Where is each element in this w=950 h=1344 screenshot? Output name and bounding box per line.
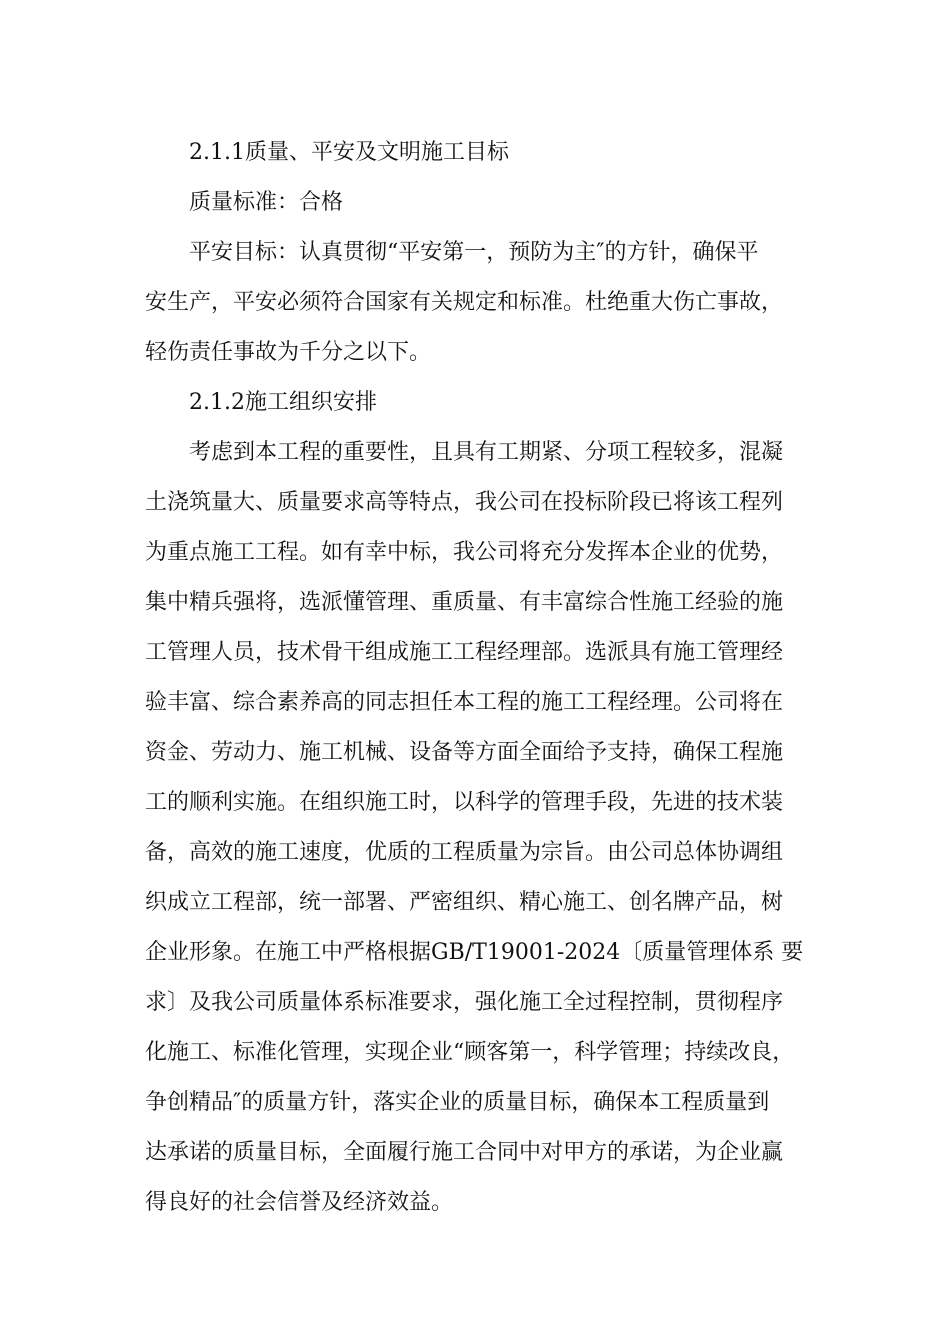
section-heading-2-1-2: 2.1.2施工组织安排 (189, 390, 377, 415)
paragraph-line: 织成立工程部，统一部署、严密组织、精心施工、创名牌产品，树 (145, 890, 784, 915)
document-body (145, 128, 817, 1228)
paragraph-line: 土浇筑量大、质量要求高等特点，我公司在投标阶段已将该工程列 (145, 490, 784, 515)
paragraph-line: 备，高效的施工速度，优质的工程质量为宗旨。由公司总体协调组 (145, 840, 784, 865)
paragraph-line: 工的顺利实施。在组织施工时，以科学的管理手段，先进的技术装 (145, 790, 784, 815)
paragraph-line: 集中精兵强将，选派懂管理、重质量、有丰富综合性施工经验的施 (145, 590, 784, 615)
paragraph-line: 争创精品″的质量方针，落实企业的质量目标，确保本工程质量到 (145, 1090, 770, 1115)
paragraph-line: 安生产，平安必须符合国家有关规定和标准。杜绝重大伤亡事故， (145, 290, 784, 315)
paragraph-line: 达承诺的质量目标，全面履行施工合同中对甲方的承诺，为企业赢 (145, 1140, 784, 1165)
paragraph-line: 企业形象。在施工中严格根据GB/T19001-2024〔质量管理体系 要 (145, 940, 804, 965)
paragraph-line: 验丰富、综合素养高的同志担任本工程的施工工程经理。公司将在 (145, 690, 784, 715)
section-heading-2-1-1: 2.1.1质量、平安及文明施工目标 (189, 140, 509, 165)
paragraph-line: 轻伤责任事故为千分之以下。 (145, 340, 432, 365)
paragraph-line: 资金、劳动力、施工机械、设备等方面全面给予支持，确保工程施 (145, 740, 784, 765)
paragraph-line: 工管理人员，技术骨干组成施工工程经理部。选派具有施工管理经 (145, 640, 784, 665)
paragraph-line: 考虑到本工程的重要性，且具有工期紧、分项工程较多，混凝 (189, 440, 784, 465)
quality-standard-line: 质量标准：合格 (189, 190, 344, 215)
paragraph-line: 得良好的社会信誉及经济效益。 (145, 1190, 454, 1215)
paragraph-line: 为重点施工工程。如有幸中标，我公司将充分发挥本企业的优势， (145, 540, 784, 565)
paragraph-line: 求〕及我公司质量体系标准要求，强化施工全过程控制，贯彻程序 (145, 990, 784, 1015)
paragraph-line: 化施工、标准化管理，实现企业“顾客第一，科学管理；持续改良， (145, 1040, 795, 1065)
paragraph-line: 平安目标：认真贯彻“平安第一，预防为主″的方针，确保平 (189, 240, 759, 265)
